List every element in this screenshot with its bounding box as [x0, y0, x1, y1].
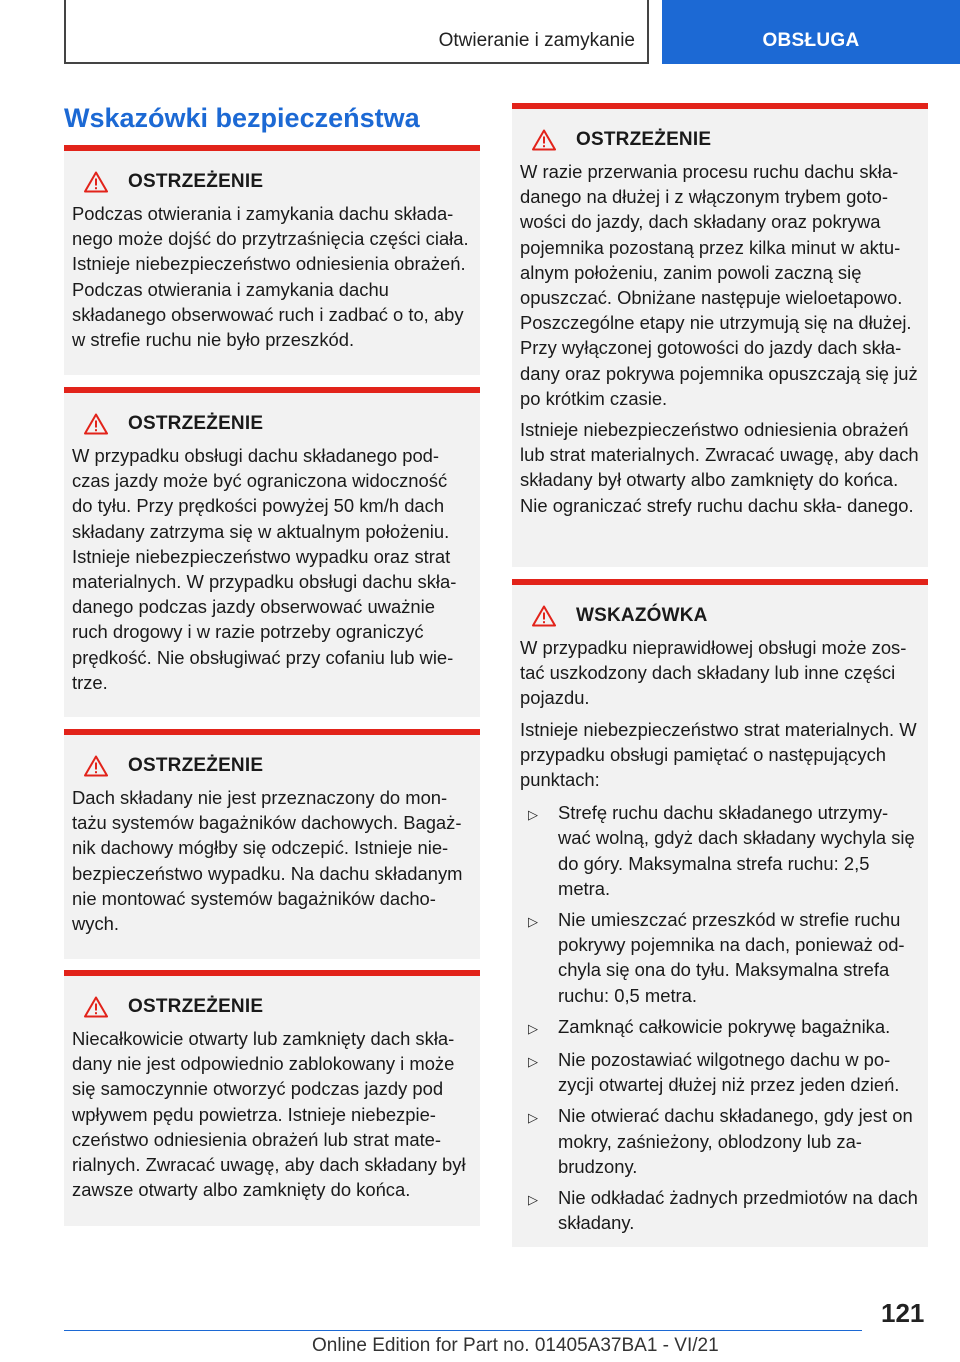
warning-box-text: Podczas otwierania i zamykania dachu składa- nego może dojść do przytrzaśnięcia części ciała. Istnieje niebezpieczeństwo odniesienia obrażeń. Podczas otwierania i zamykania dachu składanego obserwować ruch i zadbać o to, aby w strefie ruchu nie było przeszkód.: [72, 203, 469, 351]
warning-triangle-icon: [84, 755, 108, 777]
list-item: ▷ Nie otwierać dachu składanego, gdy jest on mokry, zaśnieżony, oblodzony lub za- brudzony.: [528, 1103, 920, 1179]
warning-triangle-icon: [84, 996, 108, 1018]
list-item: ▷ Nie umieszczać przeszkód w strefie ruchu pokrywy pojemnika na dach, ponieważ od- chyla się ona do tyłu. Maksymalna strefa ruchu: 0,5 metra.: [528, 907, 920, 1008]
warning-box-title: OSTRZEŻENIE: [128, 413, 264, 434]
warning-triangle-icon: [84, 171, 108, 193]
warning-box-text: Niecałkowicie otwarty lub zamknięty dach skła- dany nie jest odpowiednio zablokowany i może się samoczynnie otworzyć podczas jazdy pod wpływem pędu powietrza. Istnieje niebezpie- czeństwo odniesienia obrażeń lub strat mate- rialnych. Zwracać uwagę, aby dach składany był zawsze otwarty albo zamknięty do końca.: [72, 1028, 466, 1201]
warning-box-title: OSTRZEŻENIE: [128, 171, 264, 192]
warning-box-title: OSTRZEŻENIE: [128, 996, 264, 1017]
list-item: ▷ Strefę ruchu dachu składanego utrzymy- wać wolną, gdyż dach składany wychyla się do góry. Maksymalna strefa ruchu: 2,5 metra.: [528, 800, 920, 901]
warning-box-title: OSTRZEŻENIE: [576, 129, 712, 150]
triangle-bullet-icon: ▷: [528, 1192, 538, 1208]
triangle-bullet-icon: ▷: [528, 1054, 538, 1070]
footer-rule: [64, 1330, 862, 1331]
warning-triangle-icon: [532, 129, 556, 151]
warning-box-text: Dach składany nie jest przeznaczony do mon- tażu systemów bagażników dachowych. Bagaż- nik dachowy mógłby się odczepić. Istnieje nie- bezpieczeństwo wypadku. Na dachu składanym nie montować systemów bagażników dacho- wych.: [72, 787, 463, 935]
warning-box-5: [512, 103, 928, 567]
header-section-title: Otwieranie i zamykanie: [438, 30, 635, 51]
header-bottom-rule: [64, 62, 649, 64]
triangle-bullet-icon: ▷: [528, 1020, 538, 1036]
footer-edition-text: Online Edition for Part no. 01405A37BA1 - VI/21: [312, 1335, 719, 1356]
warning-triangle-icon: [84, 413, 108, 435]
header-left-rule: [64, 0, 66, 64]
notice-box: [512, 579, 928, 1247]
notice-box-text: W przypadku nieprawidłowej obsługi może zos- tać uszkodzony dach składany lub inne części pojazdu.: [520, 637, 907, 709]
warning-box-1: [64, 145, 480, 375]
triangle-bullet-icon: ▷: [528, 807, 538, 823]
warning-box-text: W razie przerwania procesu ruchu dachu skła- danego na dłużej i z włączonym trybem goto- wości do jazdy, dach składany oraz pokrywa pojemnika pozostaną przez kilka minut w aktu- alnym położeniu, zanim powoli zaczną się opuszczać. Obniżane następuje wieloetapowo. Poszczególne etapy nie utrzymują się na dłużej. Przy wyłączonej gotowości do jazdy dach skła- dany oraz pokrywa pojemnika opuszczają się już po krótkim czasie.: [520, 161, 918, 409]
warning-box-text: W przypadku obsługi dachu składanego pod- czas jazdy może być ograniczona widoczność do tyłu. Przy prędkości powyżej 50 km/h dach składany zatrzyma się w aktualnym położeniu. Istnieje niebezpieczeństwo wypadku oraz strat materialnych. W przypadku obsługi dachu skła- danego podczas jazdy obserwować uważnie ruch drogowy i w razie potrzeby ograniczyć prędkość. Nie obsługiwać przy cofaniu lub wie- trze.: [72, 445, 457, 693]
notice-list: [520, 800, 920, 1235]
header-chapter-tab[interactable]: OBSŁUGA: [662, 0, 960, 64]
warning-box-title: OSTRZEŻENIE: [128, 755, 264, 776]
page-title: Wskazówki bezpieczeństwa: [64, 103, 420, 133]
warning-box-3: [64, 729, 480, 959]
warning-box-4: [64, 970, 480, 1226]
triangle-bullet-icon: ▷: [528, 914, 538, 930]
notice-box-text: Istnieje niebezpieczeństwo strat materialnych. W przypadku obsługi pamiętać o następujących punktach:: [520, 718, 917, 791]
triangle-bullet-icon: ▷: [528, 1110, 538, 1126]
list-item: ▷ Nie odkładać żadnych przedmiotów na dach składany.: [528, 1185, 920, 1235]
warning-triangle-icon: [532, 605, 556, 627]
warning-box-2: [64, 387, 480, 717]
notice-box-title: WSKAZÓWKA: [576, 605, 708, 626]
header-divider: [647, 0, 649, 64]
list-item: ▷ Zamknąć całkowicie pokrywę bagażnika.: [528, 1014, 920, 1041]
page-number: 121: [881, 1298, 925, 1328]
warning-box-text: Istnieje niebezpieczeństwo odniesienia obrażeń lub strat materialnych. Zwracać uwagę, aby dach składany był otwarty albo zamknięty do końca. Nie ograniczać strefy ruchu dachu skła- danego.: [520, 419, 919, 516]
list-item: ▷ Nie pozostawiać wilgotnego dachu w po- zycji otwartej dłużej niż przez jeden dzień.: [528, 1047, 920, 1097]
